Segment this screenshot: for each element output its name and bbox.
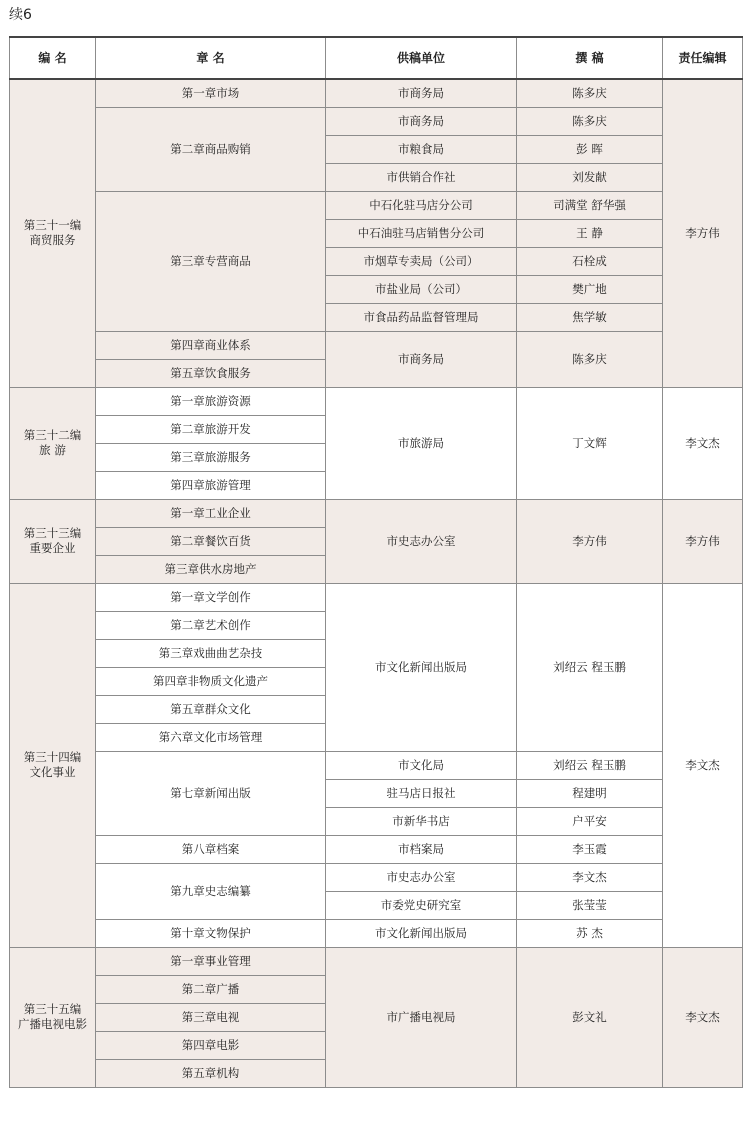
table-row: [10, 835, 743, 863]
volume-cell: [10, 79, 96, 387]
chapter-cell: 第三章专营商品: [96, 191, 326, 331]
chapter-cell: 第二章商品购销: [96, 107, 326, 191]
editor-cell: 李文杰: [663, 947, 743, 1087]
volume-name: 第三十四编 文化事业: [23, 750, 82, 779]
chapter-cell: 第三章电视: [96, 1003, 326, 1031]
chapter-cell: 第三章供水房地产: [96, 555, 326, 583]
chapter-cell: 第六章文化市场管理: [96, 723, 326, 751]
chapter-cell: 第九章史志编纂: [96, 863, 326, 919]
chapter-cell: 第二章旅游开发: [96, 415, 326, 443]
chapter-cell: 第五章饮食服务: [96, 359, 326, 387]
contributor-cell: 中石化驻马店分公司: [326, 191, 517, 219]
contributor-cell: 驻马店日报社: [326, 779, 517, 807]
contributor-cell: 市烟草专卖局（公司）: [326, 247, 517, 275]
volume-cell: [10, 387, 96, 499]
contributor-cell: 市旅游局: [326, 387, 517, 499]
contributor-cell: 市史志办公室: [326, 499, 517, 583]
contributor-cell: 市史志办公室: [326, 863, 517, 891]
author-cell: 司满堂 舒华强: [517, 191, 663, 219]
contributor-cell: 市文化新闻出版局: [326, 583, 517, 751]
chapter-cell: 第二章艺术创作: [96, 611, 326, 639]
header-volume: 编 名: [10, 37, 96, 79]
contributor-cell: 市广播电视局: [326, 947, 517, 1087]
editor-cell: 李方伟: [663, 79, 743, 387]
volume-name: 第三十三编 重要企业: [23, 526, 82, 555]
author-cell: 刘绍云 程玉鹏: [517, 583, 663, 751]
chapter-cell: 第一章旅游资源: [96, 387, 326, 415]
contributor-cell: 市食品药品监督管理局: [326, 303, 517, 331]
author-cell: 焦学敏: [517, 303, 663, 331]
chapter-cell: 第一章文学创作: [96, 583, 326, 611]
contributor-cell: 市商务局: [326, 107, 517, 135]
author-cell: 樊广地: [517, 275, 663, 303]
author-cell: 彭 晖: [517, 135, 663, 163]
chapter-cell: 第五章机构: [96, 1059, 326, 1087]
chapter-cell: 第五章群众文化: [96, 695, 326, 723]
author-cell: 石栓成: [517, 247, 663, 275]
contributor-cell: 市盐业局（公司）: [326, 275, 517, 303]
author-cell: 陈多庆: [517, 331, 663, 387]
contributor-cell: 市商务局: [326, 79, 517, 107]
volume-name: 第三十二编 旅 游: [23, 428, 82, 457]
table-row: [10, 751, 743, 779]
table-row: [10, 191, 743, 219]
chapter-cell: 第四章旅游管理: [96, 471, 326, 499]
table-row: [10, 79, 743, 107]
chapter-cell: 第八章档案: [96, 835, 326, 863]
author-cell: 丁文辉: [517, 387, 663, 499]
chapter-cell: 第一章事业管理: [96, 947, 326, 975]
table-row: [10, 331, 743, 359]
chapter-cell: 第二章广播: [96, 975, 326, 1003]
author-cell: 苏 杰: [517, 919, 663, 947]
volume-name: 第三十五编 广播电视电影: [18, 1002, 87, 1031]
table-row: [10, 583, 743, 611]
chapter-cell: 第三章戏曲曲艺杂技: [96, 639, 326, 667]
author-cell: 李方伟: [517, 499, 663, 583]
contributor-cell: 市委党史研究室: [326, 891, 517, 919]
chapter-cell: 第十章文物保护: [96, 919, 326, 947]
header-editor: 责任编辑: [663, 37, 743, 79]
chapter-cell: 第四章商业体系: [96, 331, 326, 359]
table-row: [10, 863, 743, 891]
header-chapter: 章 名: [96, 37, 326, 79]
contributor-cell: 市供销合作社: [326, 163, 517, 191]
table-row: [10, 387, 743, 415]
author-cell: 李文杰: [517, 863, 663, 891]
contributor-cell: 中石油驻马店销售分公司: [326, 219, 517, 247]
author-cell: 彭文礼: [517, 947, 663, 1087]
author-cell: 户平安: [517, 807, 663, 835]
volume-cell: [10, 499, 96, 583]
header-row: [10, 37, 743, 79]
author-cell: 刘发献: [517, 163, 663, 191]
editor-cell: 李文杰: [663, 583, 743, 947]
author-cell: 张莹莹: [517, 891, 663, 919]
contributor-cell: 市文化局: [326, 751, 517, 779]
table-row: [10, 499, 743, 527]
contributor-cell: 市新华书店: [326, 807, 517, 835]
author-cell: 王 静: [517, 219, 663, 247]
table-row: [10, 947, 743, 975]
editor-cell: 李文杰: [663, 387, 743, 499]
chapter-cell: 第二章餐饮百货: [96, 527, 326, 555]
chapter-cell: 第七章新闻出版: [96, 751, 326, 835]
volume-name: 第三十一编 商贸服务: [23, 218, 82, 248]
header-contributor: 供稿单位: [326, 37, 517, 79]
contributor-cell: 市商务局: [326, 331, 517, 387]
contributor-cell: 市粮食局: [326, 135, 517, 163]
table-row: [10, 107, 743, 135]
chapter-cell: 第三章旅游服务: [96, 443, 326, 471]
author-cell: 刘绍云 程玉鹏: [517, 751, 663, 779]
table-caption: 续6: [9, 7, 32, 23]
contributor-cell: 市文化新闻出版局: [326, 919, 517, 947]
author-cell: 程建明: [517, 779, 663, 807]
table-row: [10, 919, 743, 947]
editor-cell: 李方伟: [663, 499, 743, 583]
author-cell: 李玉霞: [517, 835, 663, 863]
chapter-cell: 第四章非物质文化遗产: [96, 667, 326, 695]
volume-cell: [10, 947, 96, 1087]
chapter-cell: 第四章电影: [96, 1031, 326, 1059]
header-author: 撰 稿: [517, 37, 663, 79]
volume-cell: [10, 583, 96, 947]
chapter-cell: 第一章市场: [96, 79, 326, 107]
chapter-cell: 第一章工业企业: [96, 499, 326, 527]
author-cell: 陈多庆: [517, 107, 663, 135]
contributor-cell: 市档案局: [326, 835, 517, 863]
credits-table: [9, 36, 743, 1088]
author-cell: 陈多庆: [517, 79, 663, 107]
